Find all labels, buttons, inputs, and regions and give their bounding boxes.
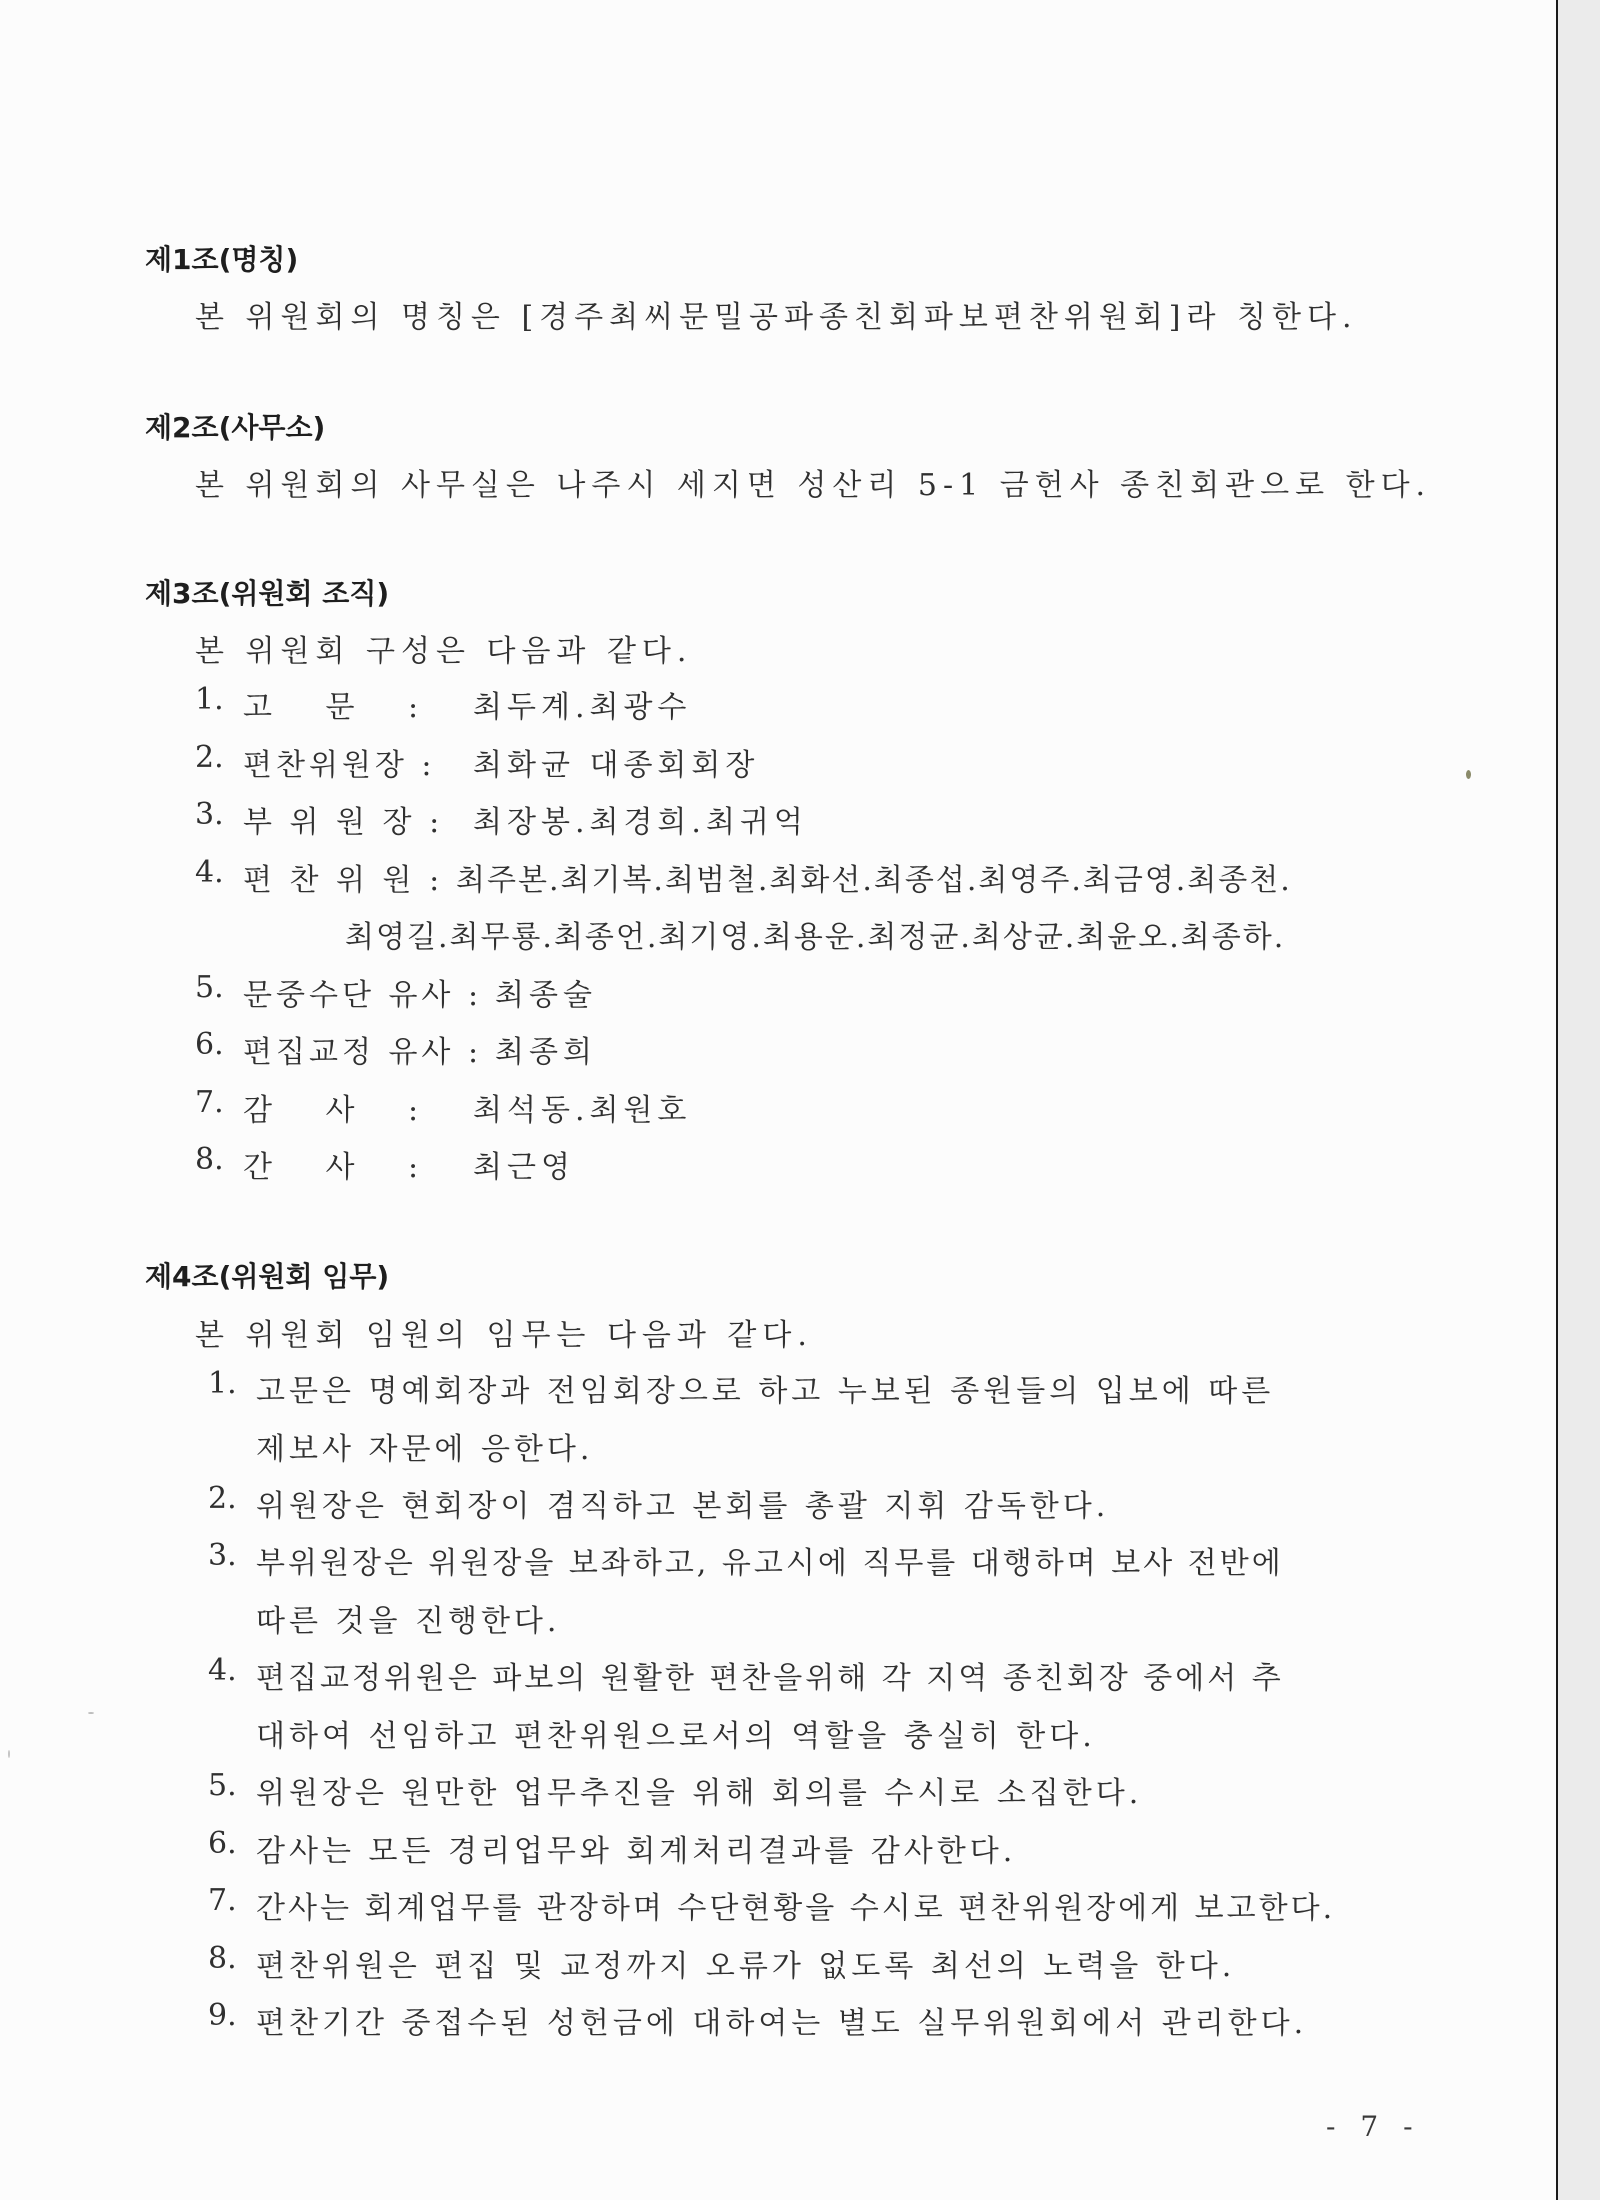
- duty-number: 1.: [208, 1366, 237, 1401]
- duty-text: 편집교정위원은 파보의 원활한 편찬을위해 각 지역 종친회장 중에서 추: [256, 1661, 1284, 1696]
- duty-text: 간사는 회계업무를 관장하며 수단현황을 수시로 편찬위원장에게 보고한다.: [256, 1891, 1336, 1926]
- member-names: 최두계.최광수: [473, 690, 692, 725]
- member-role: 간 사 :: [243, 1150, 441, 1185]
- member-names: 최주본.최기복.최범철.최화선.최종섭.최영주.최금영.최종천.: [456, 863, 1292, 898]
- scan-speck: [1466, 770, 1471, 779]
- member-number: 3.: [195, 797, 224, 832]
- member-number: 7.: [195, 1085, 224, 1120]
- duty-number: 3.: [208, 1538, 237, 1573]
- member-names: 최근영: [473, 1150, 575, 1185]
- member-role: 문중수단 유사 :: [243, 978, 483, 1013]
- duty-number: 9.: [208, 1998, 237, 2033]
- member-number: 6.: [195, 1027, 224, 1062]
- member-names: 최화균 대종회회장: [473, 748, 760, 783]
- article-1-heading: 제1조(명칭): [145, 243, 299, 276]
- article-3-heading: 제3조(위원회 조직): [145, 577, 390, 610]
- member-names: 최종술: [495, 978, 597, 1013]
- member-names: 최종희: [495, 1035, 597, 1070]
- duty-text: 위원장은 현회장이 겸직하고 본회를 총괄 지휘 감독한다.: [256, 1489, 1110, 1524]
- duty-text-continued: 따른 것을 진행한다.: [256, 1604, 561, 1639]
- article-3-intro: 본 위원회 구성은 다음과 같다.: [195, 634, 693, 669]
- duty-number: 2.: [208, 1481, 237, 1516]
- duty-number: 5.: [208, 1768, 237, 1803]
- duty-text: 감사는 모든 경리업무와 회계처리결과를 감사한다.: [256, 1834, 1017, 1869]
- member-number: 1.: [195, 682, 224, 717]
- member-number: 2.: [195, 740, 224, 775]
- scan-speck: [8, 1750, 10, 1758]
- member-number: 4.: [195, 855, 224, 890]
- member-role: 고 문 :: [243, 690, 441, 725]
- duty-text-continued: 대하여 선임하고 편찬위원으로서의 역할을 충실히 한다.: [256, 1719, 1096, 1754]
- duty-text: 위원장은 원만한 업무추진을 위해 회의를 수시로 소집한다.: [256, 1776, 1143, 1811]
- member-role: 편찬위원장 :: [243, 748, 436, 783]
- duty-number: 6.: [208, 1826, 237, 1861]
- article-1-body: 본 위원회의 명칭은 [경주최씨문밀공파종친회파보편찬위원회]라 칭한다.: [195, 300, 1358, 335]
- member-names: 최석동.최원호: [473, 1093, 692, 1128]
- page-number: - 7 -: [1326, 2110, 1421, 2143]
- duty-text: 고문은 명예회장과 전임회장으로 하고 누보된 종원들의 입보에 따른: [256, 1374, 1275, 1409]
- scan-border: [1556, 0, 1600, 2200]
- duty-number: 7.: [208, 1883, 237, 1918]
- duty-text-continued: 제보사 자문에 응한다.: [256, 1432, 594, 1467]
- article-4-intro: 본 위원회 임원의 임무는 다음과 같다.: [195, 1318, 813, 1353]
- duty-text: 편찬기간 중접수된 성헌금에 대하여는 별도 실무위원회에서 관리한다.: [256, 2006, 1308, 2041]
- article-4-heading: 제4조(위원회 임무): [145, 1260, 390, 1293]
- article-2-body: 본 위원회의 사무실은 나주시 세지면 성산리 5-1 금헌사 종친회관으로 한다.: [195, 468, 1432, 503]
- member-role: 편 찬 위 원 :: [243, 863, 444, 898]
- duty-text: 부위원장은 위원장을 보좌하고, 유고시에 직무를 대행하며 보사 전반에: [256, 1546, 1284, 1581]
- member-number: 8.: [195, 1142, 224, 1177]
- member-names-continued: 최영길.최무룡.최종언.최기영.최용운.최정균.최상균.최윤오.최종하.: [345, 920, 1286, 955]
- member-role: 편집교정 유사 :: [243, 1035, 483, 1070]
- duty-number: 4.: [208, 1653, 237, 1688]
- duty-text: 편찬위원은 편집 및 교정까지 오류가 없도록 최선의 노력을 한다.: [256, 1949, 1236, 1984]
- member-names: 최장봉.최경희.최귀억: [473, 805, 808, 840]
- member-role: 감 사 :: [243, 1093, 441, 1128]
- article-2-heading: 제2조(사무소): [145, 411, 326, 444]
- member-role: 부 위 원 장 :: [243, 805, 444, 840]
- scan-speck: [88, 1712, 94, 1714]
- duty-number: 8.: [208, 1941, 237, 1976]
- member-number: 5.: [195, 970, 224, 1005]
